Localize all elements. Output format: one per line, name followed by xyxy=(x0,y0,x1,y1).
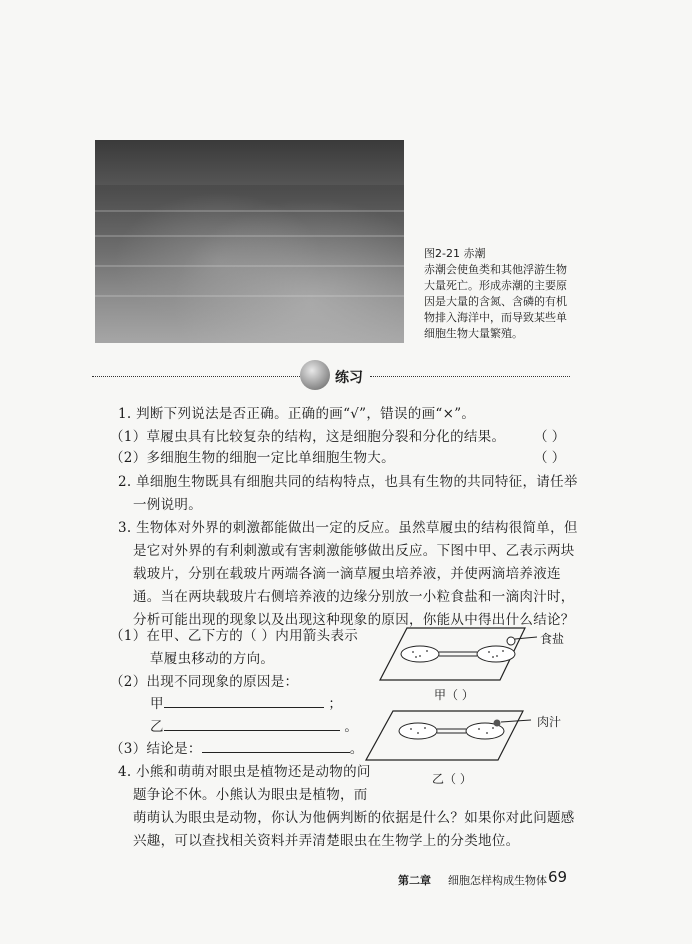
photo-wave xyxy=(95,210,404,212)
yi-reason-blank[interactable] xyxy=(164,716,340,731)
conclusion-blank[interactable] xyxy=(202,738,350,753)
q3-semicolon: ； xyxy=(328,696,343,712)
diagram-jia-label: 甲（ ） xyxy=(434,688,474,702)
red-tide-photo xyxy=(95,140,404,343)
photo-wave xyxy=(95,295,404,297)
q1-item-2: （2）多细胞生物的细胞一定比单细胞生物大。 xyxy=(110,450,395,466)
photo-wave xyxy=(95,235,404,237)
q1-item-1: （1）草履虫具有比较复杂的结构，这是细胞分裂和分化的结果。 xyxy=(110,429,506,445)
caption-line: 因是大量的含氮、含磷的有机 xyxy=(424,295,567,308)
q4-line: 题争论不休。小熊认为眼虫是植物，而 xyxy=(133,787,368,803)
section-divider-left xyxy=(92,376,300,377)
caption-line: 物排入海洋中，而导致某些单 xyxy=(424,311,567,324)
page-number: 69 xyxy=(548,868,568,886)
answer-blank[interactable]: （ ） xyxy=(534,429,566,445)
footer-chapter: 第二章 xyxy=(398,874,431,887)
q3-sub1-cont: 草履虫移动的方向。 xyxy=(150,651,275,667)
figure-caption-body xyxy=(424,262,574,342)
figure-caption-title: 图2-21 赤潮 xyxy=(424,247,486,260)
q3-sub1: （1）在甲、乙下方的（ ）内用箭头表示 xyxy=(110,628,359,644)
q3-line: 通。当在两块载玻片右侧培养液的边缘分别放一小粒食盐和一滴肉汁时， xyxy=(133,589,575,605)
meat-juice-label: 肉汁 xyxy=(537,715,562,729)
q3-line: 分析可能出现的现象以及出现这种现象的原因，你能从中得出什么结论？ xyxy=(133,612,575,628)
diagram-yi-label: 乙（ ） xyxy=(432,772,472,786)
caption-line: 赤潮会使鱼类和其他浮游生物 xyxy=(424,263,567,276)
salt-label: 食盐 xyxy=(540,632,565,646)
q3-jia-row xyxy=(150,692,342,712)
slide-diagram-jia xyxy=(375,625,555,685)
q3-line: 载玻片，分别在载玻片两端各滴一滴草履虫培养液，并使两滴培养液连 xyxy=(133,566,561,582)
q4-line: 兴趣，可以查找相关资料并弄清楚眼虫在生物学上的分类地位。 xyxy=(133,833,520,849)
q3-period: 。 xyxy=(344,719,359,735)
jia-reason-blank[interactable] xyxy=(164,693,324,708)
q4-line: 萌萌认为眼虫是动物，你认为他俩判断的依据是什么？如果你对此问题感 xyxy=(133,810,575,826)
q3-sub3-row xyxy=(110,737,364,757)
q3-line: 3. 生物体对外界的刺激都能做出一定的反应。虽然草履虫的结构很简单，但 xyxy=(118,520,578,536)
q3-line: 是它对外界的有利刺激或有害刺激能够做出反应。下图中甲、乙表示两块 xyxy=(133,543,575,559)
q3-yi-label: 乙 xyxy=(150,719,164,735)
q3-period: 。 xyxy=(349,741,364,757)
q3-sub2: （2）出现不同现象的原因是： xyxy=(110,674,299,690)
q3-yi-row xyxy=(150,715,358,735)
section-divider-right xyxy=(370,376,570,377)
caption-line: 大量死亡。形成赤潮的主要原 xyxy=(424,279,567,292)
photo-wave xyxy=(95,265,404,267)
caption-line: 细胞生物大量繁殖。 xyxy=(424,327,523,340)
leaf-badge-icon xyxy=(300,360,330,390)
q2-line: 2. 单细胞生物既具有细胞共同的结构特点，也具有生物的共同特征，请任举 xyxy=(118,474,578,490)
q4-line: 4. 小熊和萌萌对眼虫是植物还是动物的问 xyxy=(118,764,371,780)
q1-stem: 1. 判断下列说法是否正确。正确的画“√”，错误的画“×”。 xyxy=(118,406,476,422)
section-title: 练习 xyxy=(335,370,363,386)
answer-blank[interactable]: （ ） xyxy=(534,450,566,466)
q3-sub3: （3）结论是： xyxy=(110,741,202,757)
footer-chapter-title: 细胞怎样构成生物体 xyxy=(448,874,547,887)
slide-diagram-yi xyxy=(363,708,543,764)
q2-line: 一例说明。 xyxy=(133,497,202,513)
q3-jia-label: 甲 xyxy=(150,696,164,712)
photo-sky xyxy=(95,140,404,185)
